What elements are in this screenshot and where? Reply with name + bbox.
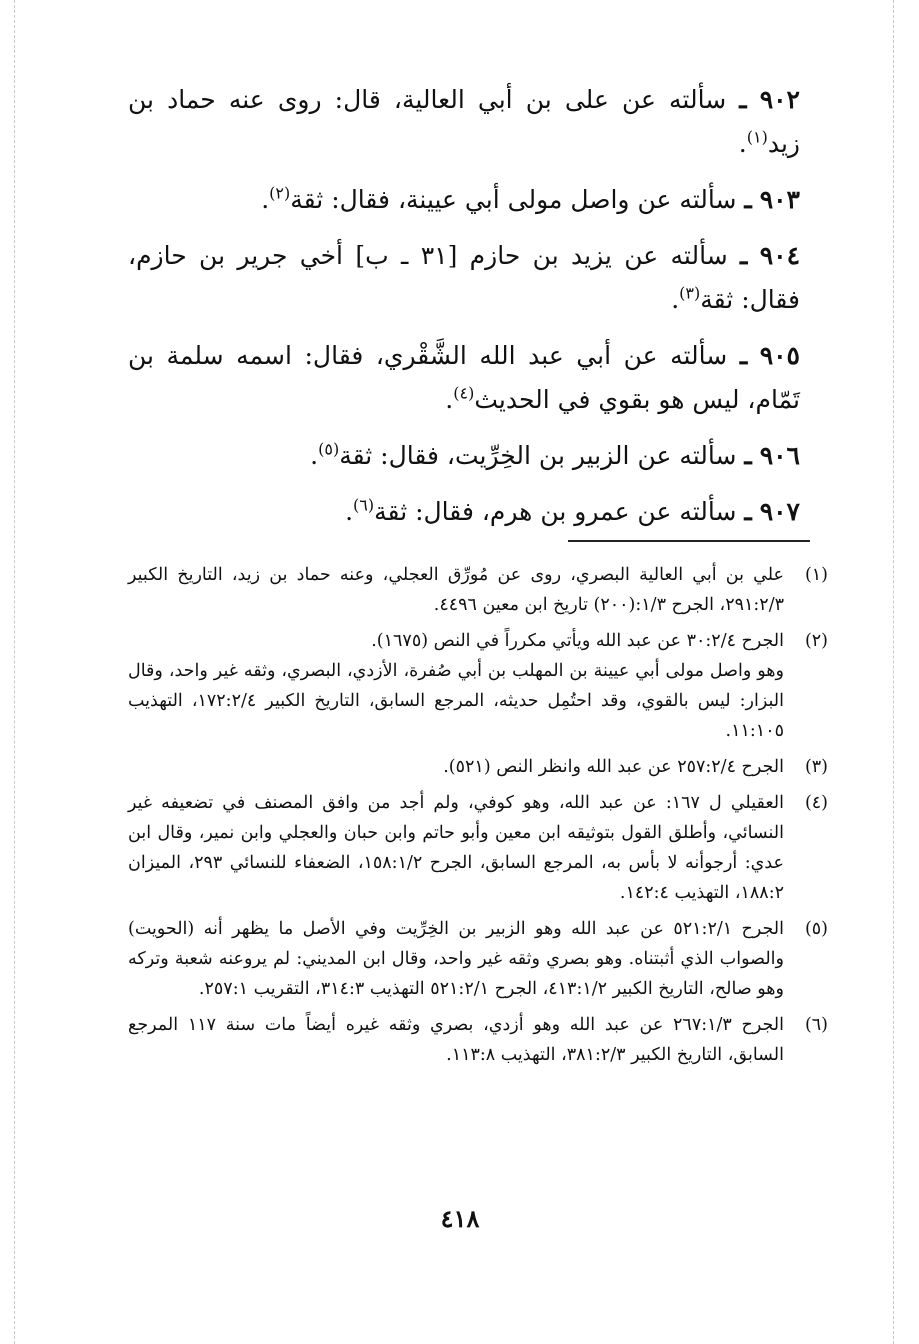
entry-dash: ـ (740, 241, 748, 270)
entry-text: سألته عن الزبير بن الخِرِّيت، فقال: ثقة (339, 441, 737, 470)
entry-dash: ـ (739, 85, 747, 114)
scan-margin-line-right (893, 0, 894, 1344)
footnote-ref: (٤) (453, 383, 475, 403)
entry-906: ٩٠٦ ـ سألته عن الزبير بن الخِرِّيت، فقال: ثقة$^{(٥)}$. (310, 439, 800, 470)
footnote-body (128, 626, 784, 746)
footnote-text: الجرح ٢٥٧:٢/٤ عن عبد الله وانظر النص (٥٢١). (443, 757, 784, 777)
entry-904: ٩٠٤ ـ سألته عن يزيد بن حازم [٣١ ـ ب] أخي جرير بن حازم، فقال: ثقة$^{(٣)}$. (128, 241, 801, 314)
main-text (128, 78, 800, 546)
entry-text: سألته عن يزيد بن حازم [٣١ ـ ب] أخي جرير بن حازم، فقال: ثقة (128, 241, 800, 314)
footnote-body (128, 914, 784, 1004)
entry-dash: ـ (744, 185, 752, 214)
footnote-text: الجرح ٣٠:٢/٤ عن عبد الله ويأتي مكرراً في النص (١٦٧٥). (371, 631, 784, 651)
footnote-ref: (٥) (318, 439, 340, 459)
footnote-4 (128, 788, 828, 908)
footnote-5 (128, 914, 828, 1004)
footnote-text: وهو واصل مولى أبي عيينة بن المهلب بن أبي صُفرة، الأزدي، البصري، وثقه غير واحد، وقال البزار: ليس بالقوي، وقد احتُمِل حديثه، المرجع السابق، التاريخ الكبير ١٧٢:٢/٤، التهذيب ١١:١٠٥. (128, 661, 784, 741)
footnotes (128, 560, 828, 1076)
entry-907: ٩٠٧ ـ سألته عن عمرو بن هرم، فقال: ثقة$^{(٦)}$. (345, 495, 800, 526)
entry-number: ٩٠٥ (759, 341, 800, 370)
footnote-ref: (٢) (269, 183, 291, 203)
footnote-ref: (٣) (679, 283, 701, 303)
entry-dash: ـ (744, 441, 752, 470)
entry-number: ٩٠٢ (759, 85, 800, 114)
entry-number: ٩٠٧ (759, 497, 800, 526)
entry-number: ٩٠٣ (759, 185, 800, 214)
footnote-3 (128, 752, 828, 782)
entry-dash: ـ (739, 341, 748, 370)
footnote-text: العقيلي ل ١٦٧: عن عبد الله، وهو كوفي، ولم أجد من وافق المصنف في تضعيفه غير النسائي، وأطلق القول بتوثيقه ابن معين وأبو حاتم وابن حبان والعجلي وابن نمير، وقال ابن عدي: أرجوأنه لا بأس به، المرجع السابق، الجرح ١٥٨:١/٢، الضعفاء للنسائي ٢٩٣، الميزان ١٨٨:٢، التهذيب ١٤٢:٤. (128, 793, 784, 903)
entry-902: ٩٠٢ ـ سألته عن على بن أبي العالية، قال: روى عنه حماد بن زيد$^{(١)}$. (128, 85, 800, 158)
scan-margin-line-left (14, 0, 15, 1344)
footnote-text: الجرح ٢٦٧:١/٣ عن عبد الله وهو أزدي، بصري وثقه غيره أيضاً مات سنة ١١٧ المرجع السابق، التاريخ الكبير ٣٨١:٢/٣، التهذيب ١١٣:٨. (128, 1015, 784, 1065)
entry-text: سألته عن عمرو بن هرم، فقال: ثقة (374, 497, 737, 526)
footnote-number: (١) (804, 565, 828, 585)
entry-dash: ـ (744, 497, 752, 526)
footnote-body (128, 788, 784, 908)
entry-903: ٩٠٣ ـ سألته عن واصل مولى أبي عيينة، فقال: ثقة$^{(٢)}$. (261, 183, 800, 214)
footnote-1 (128, 560, 828, 620)
footnote-2 (128, 626, 828, 746)
entry-text: سألته عن على بن أبي العالية، قال: روى عنه حماد بن زيد (128, 85, 800, 158)
page-number: ٤١٨ (440, 1204, 480, 1233)
entry-text: سألته عن أبي عبد الله الشَّقْري، فقال: اسمه سلمة بن تَمّام، ليس هو بقوي في الحديث (128, 341, 800, 414)
footnote-body (128, 1010, 784, 1070)
entry-text: سألته عن واصل مولى أبي عيينة، فقال: ثقة (290, 185, 737, 214)
footnote-number: (٤) (804, 793, 828, 813)
footnote-number: (٥) (804, 919, 828, 939)
footnote-text: الجرح ٥٢١:٢/١ عن عبد الله وهو الزبير بن الخِرِّيت وفي الأصل ما يظهر أنه (الحويت) والصواب الذي أثبتناه. وهو بصري وثقه غير واحد، وقال ابن المديني: لم يروعنه شعبة وتركه وهو صالح، التاريخ الكبير ٤١٣:١/٢، الجرح ٥٢١:٢/١ التهذيب ٣١٤:٣، التقريب ٢٥٧:١. (128, 919, 784, 999)
footnote-ref: (١) (746, 127, 768, 147)
footnote-text: علي بن أبي العالية البصري، روى عن مُورِّق العجلي، وعنه حماد بن زيد، التاريخ الكبير ٢٩١:٢/٣، الجرح ١/٣:(٢٠٠) تاريخ ابن معين ٤٤٩٦. (128, 565, 784, 615)
footnote-ref: (٦) (353, 495, 375, 515)
entry-number: ٩٠٤ (759, 241, 801, 270)
footnote-number: (٣) (804, 757, 828, 777)
footnote-body (128, 752, 784, 782)
footnote-number: (٦) (804, 1015, 828, 1035)
entry-905: ٩٠٥ ـ سألته عن أبي عبد الله الشَّقْري، فقال: اسمه سلمة بن تَمّام، ليس هو بقوي في الحديث$^{(٤)}$. (128, 341, 800, 414)
footnote-6 (128, 1010, 828, 1070)
footnote-separator (568, 540, 810, 542)
footnote-number: (٢) (804, 631, 828, 651)
footnote-body (128, 560, 784, 620)
entry-number: ٩٠٦ (759, 441, 800, 470)
